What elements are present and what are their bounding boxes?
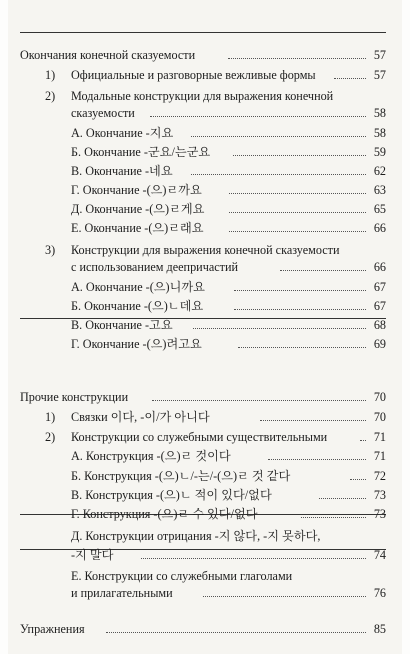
toc-page-number: 66 — [373, 260, 386, 274]
toc-entry[interactable] — [20, 123, 386, 143]
toc-page-number: 58 — [373, 106, 386, 120]
toc-title: Конструкции для выражения конечной сказуемости — [71, 243, 340, 257]
toc-title: Окончания конечной сказуемости — [20, 48, 196, 62]
toc-entry-continued[interactable] — [20, 545, 386, 565]
toc-page-number: 73 — [373, 507, 386, 521]
toc-title: Е. Окончание -(으)ㄹ래요 — [71, 221, 204, 235]
toc-title: В. Окончание -네요 — [71, 164, 173, 178]
toc-entry[interactable] — [20, 296, 386, 316]
toc-title: А. Окончание -지요 — [71, 126, 174, 140]
toc-page-number: 68 — [373, 318, 386, 332]
toc-entry[interactable] — [20, 65, 386, 85]
toc-page-number: 62 — [373, 164, 386, 178]
toc-title: В. Конструкция -(으)ㄴ 적이 있다/없다 — [71, 488, 272, 502]
toc-entry[interactable] — [20, 485, 386, 505]
toc-number: 1) — [45, 410, 56, 424]
toc-title-continued: -지 말다 — [71, 548, 114, 562]
toc-page-number: 74 — [373, 548, 386, 562]
toc-number: 2) — [45, 430, 56, 444]
toc-page-number: 57 — [373, 68, 386, 82]
toc-page-number: 69 — [373, 337, 386, 351]
toc-page-number: 85 — [373, 622, 386, 636]
toc-title: Д. Конструкции отрицания -지 않다, -지 못하다, — [71, 529, 321, 543]
toc-title: Связки 이다, -이/가 아니다 — [71, 410, 210, 424]
toc-entry-continued[interactable] — [20, 257, 386, 277]
toc-entry[interactable] — [20, 387, 386, 407]
toc-page-number: 72 — [373, 469, 386, 483]
toc-title: Г. Окончание -(으)려고요 — [71, 337, 202, 351]
toc-entry[interactable] — [20, 526, 386, 546]
toc-title: Официальные и разговорные вежливые формы — [71, 68, 316, 82]
toc-page-number: 76 — [373, 586, 386, 600]
toc-page-number: 73 — [373, 488, 386, 502]
toc-page-number: 67 — [373, 299, 386, 313]
toc-entry[interactable] — [20, 407, 386, 427]
toc-page-number: 70 — [373, 410, 386, 424]
toc-page-number: 65 — [373, 202, 386, 216]
toc-entry[interactable] — [20, 619, 386, 639]
toc-title: Г. Конструкция -(으)ㄹ 수 있다/없다 — [71, 507, 258, 521]
toc-entry[interactable] — [20, 446, 386, 466]
toc-page-number: 71 — [373, 449, 386, 463]
toc-entry[interactable] — [20, 427, 386, 447]
toc-title: Е. Конструкции со служебными глаголами — [71, 569, 293, 583]
toc-entry[interactable] — [20, 180, 386, 200]
toc-entry[interactable] — [20, 504, 386, 524]
toc-title: Конструкции со служебными существительными — [71, 430, 328, 444]
toc-number: 3) — [45, 243, 56, 257]
toc-entry-continued[interactable] — [20, 583, 386, 603]
toc-title-continued: сказуемости — [71, 106, 135, 120]
toc-title-continued: и прилагательными — [71, 586, 173, 600]
toc-number: 1) — [45, 68, 56, 82]
toc-title: А. Конструкция -(으)ㄹ 것이다 — [71, 449, 231, 463]
toc-title: Б. Конструкция -(으)ㄴ/-는/-(으)ㄹ 것 같다 — [71, 469, 291, 483]
toc-entry[interactable] — [20, 466, 386, 486]
toc-title: Упражнения — [20, 622, 85, 636]
toc-title: Б. Окончание -(으)ㄴ데요 — [71, 299, 204, 313]
toc-page-number: 70 — [373, 390, 386, 404]
toc-page-number: 67 — [373, 280, 386, 294]
toc-entry[interactable] — [20, 161, 386, 181]
toc-entry[interactable] — [20, 142, 386, 162]
toc-entry[interactable] — [20, 45, 386, 65]
toc-entry[interactable] — [20, 277, 386, 297]
toc-page-number: 71 — [373, 430, 386, 444]
toc-title: В. Окончание -고요 — [71, 318, 173, 332]
toc-title: Д. Окончание -(으)ㄹ게요 — [71, 202, 205, 216]
toc-title: Модальные конструкции для выражения конечной — [71, 89, 334, 103]
toc-entry[interactable] — [20, 334, 386, 354]
toc-entry-continued[interactable] — [20, 103, 386, 123]
toc-page-number: 59 — [373, 145, 386, 159]
toc-page-number: 57 — [373, 48, 386, 62]
toc-title-continued: с использованием деепричастий — [71, 260, 239, 274]
toc-title: Прочие конструкции — [20, 390, 129, 404]
toc-page-number: 66 — [373, 221, 386, 235]
toc-page-number: 58 — [373, 126, 386, 140]
toc-title: Г. Окончание -(으)ㄹ까요 — [71, 183, 202, 197]
toc-entry[interactable] — [20, 199, 386, 219]
toc-number: 2) — [45, 89, 56, 103]
toc-page-number: 63 — [373, 183, 386, 197]
toc-title: Б. Окончание -군요/는군요 — [71, 145, 211, 159]
toc-title: А. Окончание -(으)니까요 — [71, 280, 205, 294]
toc-entry[interactable] — [20, 218, 386, 238]
top-divider — [20, 32, 386, 33]
toc-entry[interactable] — [20, 315, 386, 335]
